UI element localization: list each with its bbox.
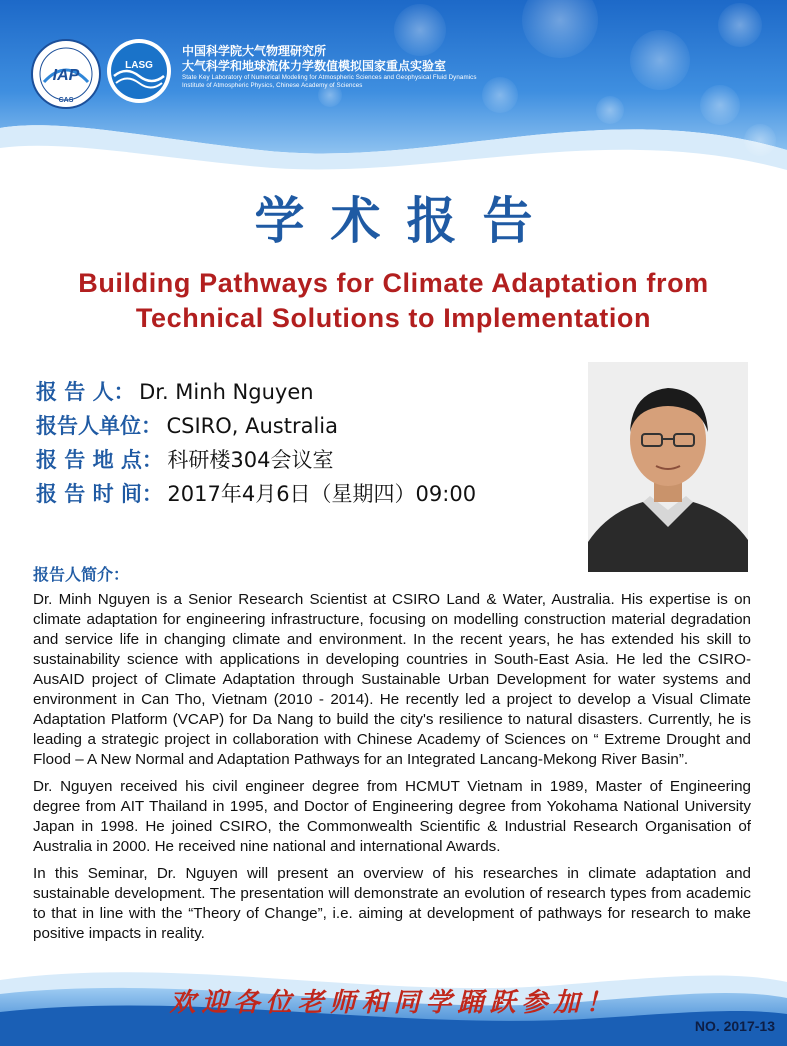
bio-heading: 报告人简介： (33, 565, 130, 584)
affiliation-value: CSIRO, Australia (166, 414, 339, 438)
svg-text:LASG: LASG (125, 60, 153, 71)
speaker-label: 报 告 人： (36, 380, 135, 404)
talk-title-line-2: Technical Solutions to Implementation (135, 303, 652, 333)
speaker-row (36, 375, 576, 409)
svg-text:IAP: IAP (52, 67, 80, 84)
time-label: 报 告 时 间： (36, 482, 163, 506)
org-name-cn-1: 中国科学院大气物理研究所 (182, 44, 327, 58)
org-name-cn-2: 大气科学和地球流体力学数值模拟国家重点实验室 (182, 59, 447, 73)
affiliation-row (36, 409, 576, 443)
talk-title (30, 266, 757, 336)
bio-paragraph-2: Dr. Nguyen received his civil engineer degree from HCMUT Vietnam in 1989, Master of Engineering degree from AIT Thailand in 1995, and Doctor of Engineering degree from Yokohama National University Japan in 1998. He joined CSIRO, the Commonwealth Scientific & Industrial Research Organisation of Australia in 2000. He received nine national and international Awards. (33, 778, 751, 855)
affiliation-label: 报告人单位： (36, 414, 162, 438)
location-label: 报 告 地 点： (36, 448, 163, 472)
speaker-photo (588, 362, 748, 572)
bio-text (33, 590, 751, 951)
svg-text:CAS: CAS (58, 97, 74, 104)
talk-info (36, 375, 576, 511)
bio-paragraph-1: Dr. Minh Nguyen is a Senior Research Scientist at CSIRO Land & Water, Australia. His expertise is on climate adaptation for engineering infrastructure, focusing on modelling construction material degradation and service life in changing climate and environment. In the recent years, he has extended his skill to sustainability science with applications in developing countries in South-East Asia. He led the CSIRO-AusAID project of Climate Adaptation through Sustainable Urban Development for water systems and environment in Can Tho, Vietnam (2010 - 2014). He recently led a project to develop a Visual Climate Adaptation Platform (VCAP) for Da Nang to build the city's resilience to natural disasters. Currently, he is leading a strategic project in collaboration with Chinese Academy of Sciences on “ Extreme Drought and Flood – A New Normal and Adaptation Pathways for an Integrated Lancang-Mekong River Basin”. (33, 591, 751, 768)
lasg-logo (106, 38, 172, 104)
org-name-en-1: State Key Laboratory of Numerical Modeling for Atmospheric Sciences and Geophysical Fluid Dynamics (182, 74, 477, 81)
bio-paragraph-3: In this Seminar, Dr. Nguyen will present an overview of his researches in climate adaptation and sustainable development. The presentation will demonstrate an evolution of research types from academic to that in line with the “Theory of Change”, i.e. aiming at development of pathways for research to make positive impacts in reality. (33, 865, 751, 942)
page-title: 学术报告 (254, 191, 559, 250)
location-value: 科研楼304会议室 (167, 448, 334, 472)
talk-title-line-1: Building Pathways for Climate Adaptation from (78, 268, 709, 298)
org-name-en-2: Institute of Atmospheric Physics, Chinese Academy of Sciences (182, 82, 363, 89)
welcome-banner: 欢迎各位老师和同学踊跃参加！ (169, 988, 618, 1018)
speaker-name: Dr. Minh Nguyen (139, 380, 314, 404)
organization-block (182, 44, 477, 90)
location-row (36, 443, 576, 477)
issue-number: NO. 2017-13 (694, 1018, 775, 1034)
iap-logo (30, 38, 102, 110)
time-row (36, 477, 576, 511)
time-value: 2017年4月6日（星期四）09:00 (167, 482, 477, 506)
